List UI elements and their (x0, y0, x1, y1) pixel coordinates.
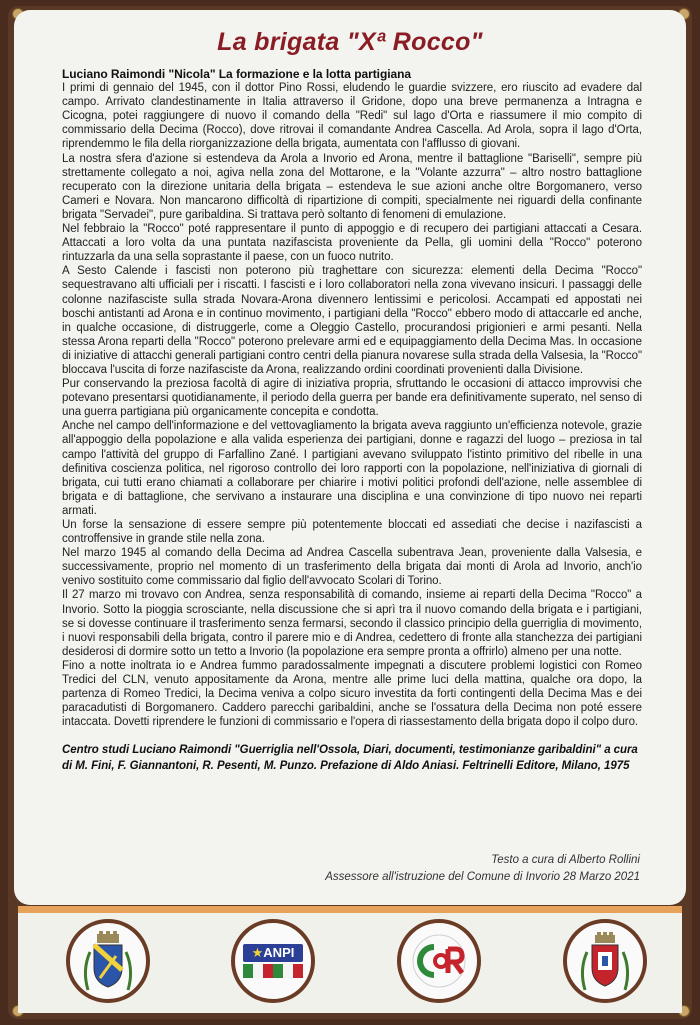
coat-of-arms-logo (66, 919, 150, 1003)
signature-line-author: Testo a cura di Alberto Rollini (491, 854, 640, 866)
paragraph: Anche nel campo dell'informazione e del vettovagliamento la brigata aveva raggiunto un'efficienza notevole, grazie all'appoggio della popolazione e alla valida esperienza dei partigiani, donne e ragazzi del luogo – preziosa in tal campo l'attività del gruppo di Farfallino Zané. I partigiani avevano sviluppato l'istinto primitivo del ribelle in una definitiva coscienza politica, nel rigoroso controllo dei loro rapporti con la popolazione, nell'iniziativa di giornali di brigata, cui tutti erano chiamati a collaborare per chiarire i motivi politici profondi dell'azione, nelle assemblee di brigata e di battaglione, che servivano a instaurare una disciplina e una convinzione di tipo nuovo nei reparti armati. (62, 420, 642, 517)
author-signature (325, 852, 640, 886)
coat-of-arms-icon (80, 930, 136, 992)
cdr-logo (397, 919, 481, 1003)
cdr-icon (406, 931, 472, 991)
star-icon: ★ (251, 945, 264, 960)
tricolor-flag (243, 964, 303, 978)
orange-divider (18, 906, 682, 913)
paragraph: La nostra sfera d'azione si estendeva da Arola a Invorio ed Arona, mentre il battaglione "Bariselli", sempre più strettamente collegato a noi, agiva nella zona del Mottarone, e la "Volante azzurra" – altro nostro battaglione recuperato con la direzione unitaria della brigata – estendeva le sue azioni anche oltre Borgomanero, verso Cameri e Novara. Non mancarono difficoltà di ripartizione di compiti, specialmente nei riguardi della confinante brigata "Servadei", pure garibaldina. Si trattava però soltanto di fenomeni di emulazione. (62, 152, 642, 221)
article-body (62, 67, 642, 774)
paragraph: A Sesto Calende i fascisti non poterono più traghettare con sicurezza: elementi della Decima "Rocco" sequestravano alti ufficiali per i riscatti. I fascisti e i loro collaboratori nella zona vivevano insicuri. I passaggi delle colonne nazifasciste sulla strada Novara-Arona divennero lentissimi e pericolosi. Accampati ed appostati nei boschi antistanti ad Arona e in continuo movimento, i partigiani della "Rocco" ebbero modo di attaccarle ed anche, in qualche occasione, di distruggerle, come a Oleggio Castello, procurandosi prigionieri e armi pesanti. Nella stessa Arona reparti della "Rocco" poterono prelevare armi ed e equipaggiamento della Decima Mas. In occasione di iniziative di attacchi generali partigiani contro centri della pianura novarese sulla strada della Valsesia, la "Rocco" bloccava l'uscita di forze nazifasciste da Arona, realizzando ordini coordinati provenienti dalla Divisione. (62, 265, 642, 376)
anpi-badge (243, 944, 303, 978)
article-subtitle: Luciano Raimondi "Nicola" La formazione e la lotta partigiana (62, 67, 412, 81)
paragraph: Nel febbraio la "Rocco" poté rappresentare il punto di appoggio e di recupero dei partigiani attaccati a Cesara. Attaccati a loro volta da una puntata nazifascista proveniente da Pella, gli uomini della "Rocco" poterono rintuzzarla da una sella soprastante il paese, con un fuoco nutrito. (62, 223, 642, 264)
source-credits: Centro studi Luciano Raimondi "Guerriglia nell'Ossola, Diari, documenti, testimonianze garibaldini" a cura di M. Fini, F. Giannantoni, R. Pesenti, M. Punzo. Prefazione di Aldo Aniasi. Feltrinelli Editore, Milano, 1975 (62, 744, 638, 773)
paragraph: I primi di gennaio del 1945, con il dottor Pino Rossi, eludendo le guardie svizzere, ero riuscito ad evadere dal campo. Arrivato clandestinamente in Italia attraverso il Gridone, dopo una breve permanenza a Intragna e Cicogna, potei raggiungere di nuovo il comando della "Redi" sul lago d'Orta e riassumere il mio compito di commissario della Decima (Rocco), dove ritrovai il comandante Andrea Cascella. Ad Arola, sopra il lago d'Orta, riprendemmo le fila della riorganizzazione della brigata, aumentata con l'afflusso di giovani. (62, 82, 642, 151)
anpi-text: ANPI (263, 945, 295, 960)
paragraph: Il 27 marzo mi trovavo con Andrea, senza responsabilità di comando, insieme ai reparti della Decima "Rocco" a Invorio. Sotto la pioggia scrosciante, nella discussione che si aprì tra il nuovo comando della brigata e i partigiani, se si dovesse continuare il trasferimento senza fermarsi, secondo il classico principio della guerriglia di movimento, i nuovi responsabili della brigata, contro il parere mio e di Andrea, cedettero di fronte alla stanchezza dei partigiani desiderosi di dormire sotto un tetto a Invorio (la popolazione era sempre pronta a offrirlo) almeno per una notte. (62, 589, 642, 658)
signature-line-role: Assessore all'istruzione del Comune di Invorio 28 Marzo 2021 (325, 871, 640, 883)
paragraph: Un forse la sensazione di essere sempre più potentemente bloccati ed assediati che decise i nazifascisti a controffensive in grande stile nella zona. (62, 519, 642, 546)
anpi-label (243, 944, 303, 962)
paragraph: Pur conservando la preziosa facoltà di agire di iniziativa propria, sfruttando le occasioni di attacco improvvisi che potevano presentarsi quotidianamente, il periodo della guerra per bande era definitivamente superato, nel senso di una guerra partigiana più organicamente concepita e condotta. (62, 378, 642, 419)
anpi-logo (231, 919, 315, 1003)
paragraph: Nel marzo 1945 al comando della Decima ad Andrea Cascella subentrava Jean, proveniente dalla Valsesia, e successivamente, proprio nel momento di un trasferimento della brigata dai monti di Arola ad Invorio, anch'io venivo sostituito come commissario dal figlio dell'avvocato Scolari di Torino. (62, 547, 642, 588)
municipal-crest-logo (563, 919, 647, 1003)
paragraph: Fino a notte inoltrata io e Andrea fummo paradossalmente impegnati a discutere problemi logistici con Romeo Tredici del CLN, venuto appositamente da Arona, mentre alle prime luci della mattina, qualche ora dopo, la partenza di Romeo Tredici, la Decima veniva a colpo sicuro investita da forti contingenti della Decima Mas e dei paracadutisti di Borgomanero. Caddero parecchi garibaldini, anche se l'ossatura della Decima non poté essere intaccata. Dovetti riprendere le funzioni di commissario e l'opera di riassestamento della brigata dopo il colpo duro. (62, 659, 642, 729)
municipal-crest-icon (577, 930, 633, 992)
page-title: La brigata "Xª Rocco" (217, 28, 483, 56)
